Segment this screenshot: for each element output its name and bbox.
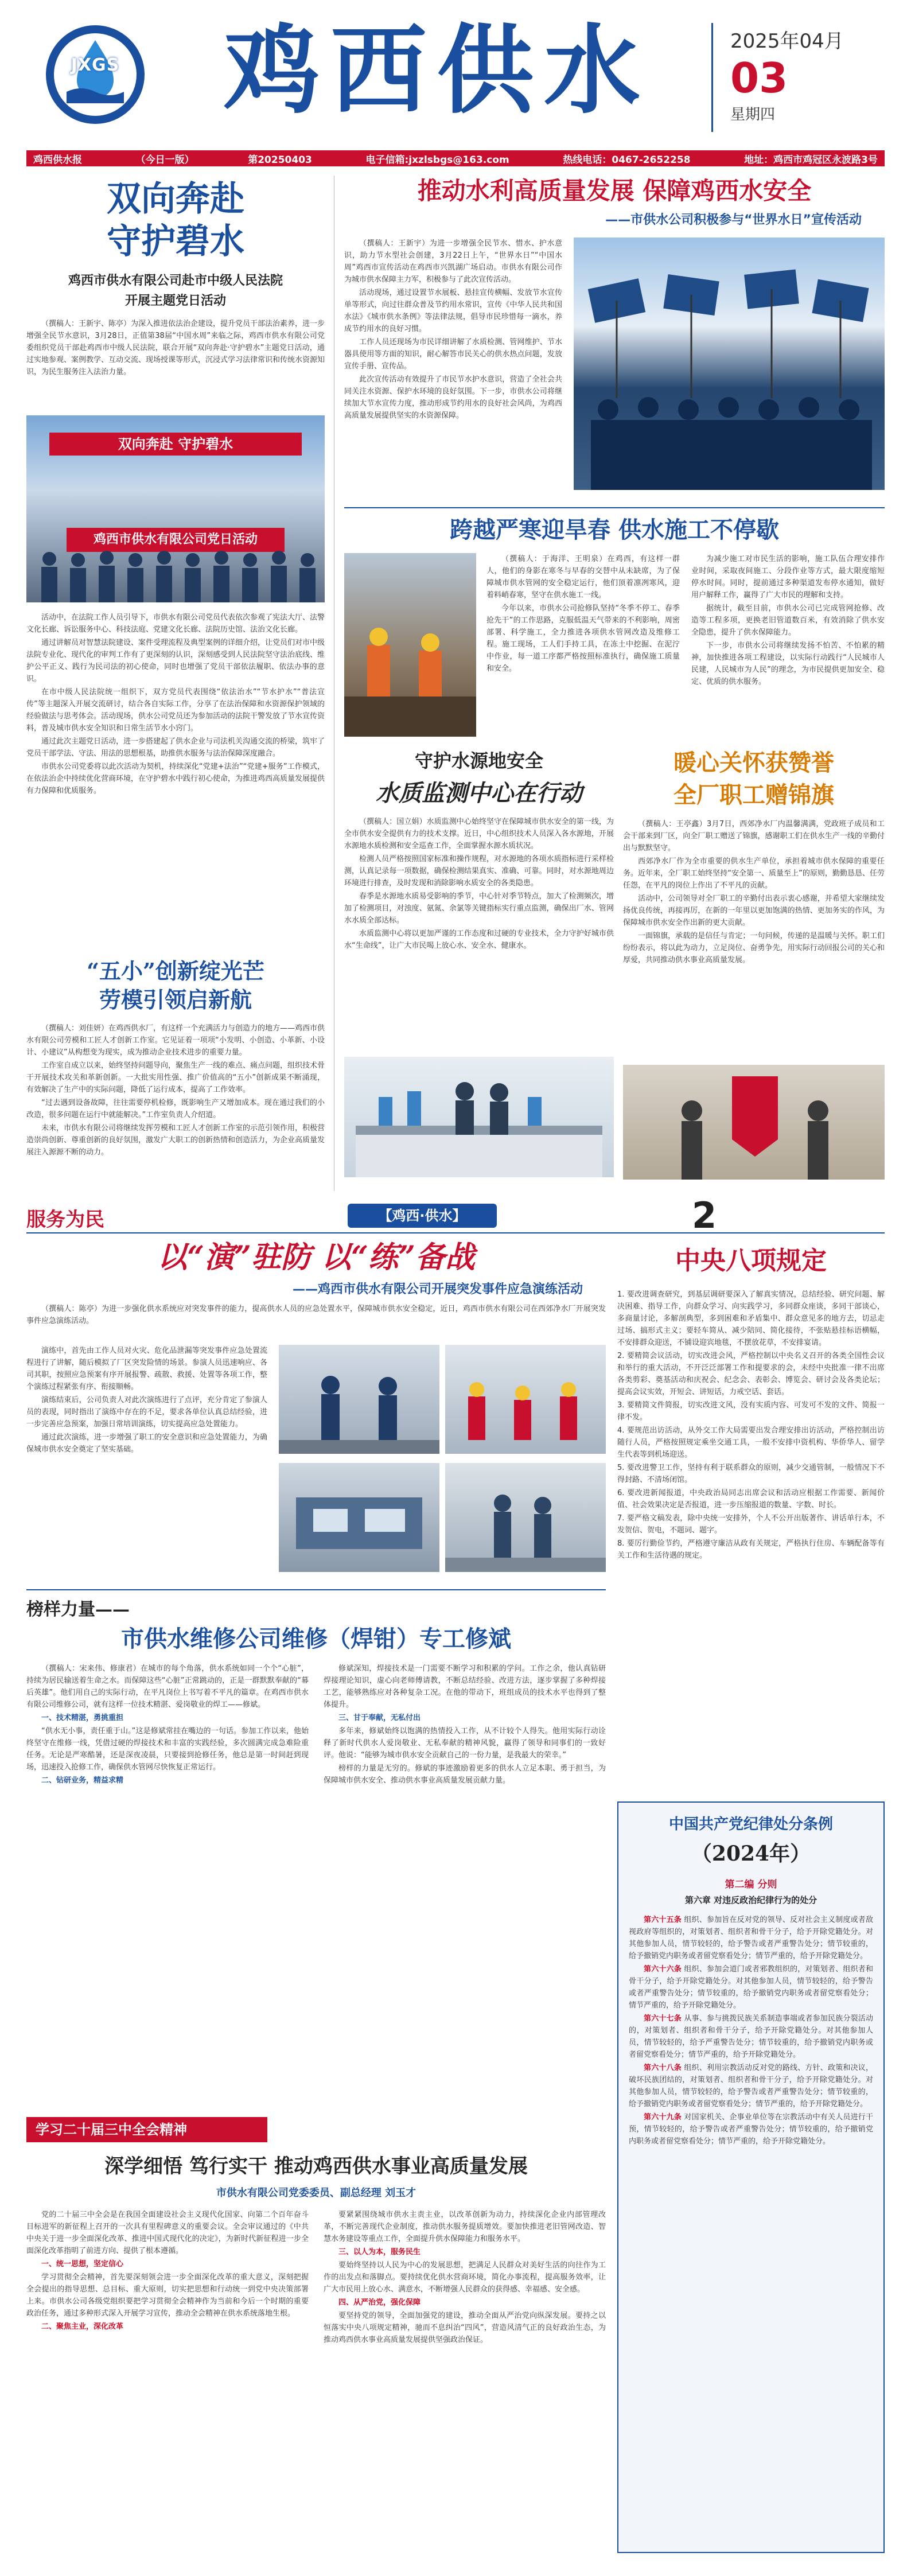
eight-rules-title: 中央八项规定 (675, 1246, 827, 1275)
paragraph: “供水无小事，责任重于山。”这是修斌常挂在嘴边的一句话。参加工作以来，他始终坚守在维修一线，凭借过硬的焊接技术和丰富的实践经验，多次圆满完成急难险重任务。无论是严寒酷暑，还是深夜凌晨，只要接到抢修任务，他总是第一时间赶到现场，迅速投入抢修工作，确保供水管网尽快恢复正常运行。 (26, 1727, 309, 1772)
paragraph: 要始终坚持以人民为中心的发展思想，把满足人民群众对美好生活的向往作为工作的出发点和落脚点。要持续优化供水营商环境，简化办事流程，提高服务效率，让广大市民用上放心水、满意水，不断增强人民群众的获得感、幸福感、安全感。 (324, 2261, 606, 2294)
section-heading: 一、技术精湛，勇挑重担 (41, 1714, 124, 1722)
article-water-safety (344, 176, 885, 503)
article-title: 深学细悟 笃行实干 推动鸡西供水事业高质量发展 (104, 2155, 528, 2178)
paragraph: 水质监测中心将以更加严谨的工作态度和过硬的专业技术，全力守护好城市供水“生命线”，让广大市民喝上放心水、安全水、健康水。 (344, 929, 614, 950)
article-title: 暖心关怀获赞誉 (673, 749, 834, 776)
logo (44, 23, 147, 126)
pennant-icon (623, 1065, 885, 1180)
service-bar (26, 1194, 885, 1236)
article-plenum (26, 2117, 606, 2553)
rule-item: 6. 要改进新闻报道，中央政治局同志出席会议和活动应根据工作需要、新闻价值、社会效果决定是否报道，进一步压缩报道的数量、字数、时长。 (617, 1489, 885, 1509)
paragraph: 修斌深知，焊接技术是一门需要不断学习和积累的学问。工作之余，他认真钻研焊接理论知识，虚心向老师傅请教，不断总结经验、改进方法，逐步掌握了多种焊接工艺，能够熟练应对各种复杂工况。在他的带动下，班组成员的技术水平也得到了整体提升。 (324, 1664, 606, 1709)
paragraph: 市供水公司党委将以此次活动为契机，持续深化“党建+法治”“党建+服务”工作模式，在依法治企中持续优化营商环境，在守护碧水中践行初心使命，为推进鸡西高质量发展提供有力保障和优质服务。 (26, 762, 325, 795)
paragraph: （撰稿人：陈亭）为进一步强化供水系统应对突发事件的能力，提高供水人员的应急处置水平，保障城市供水安全稳定，近日，鸡西市供水有限公司在西郊净水厂开展突发事件应急演练活动。 (26, 1305, 606, 1325)
eight-rules-list (617, 1289, 885, 1788)
article-body (26, 612, 325, 979)
article-body (623, 818, 885, 1059)
paragraph: 活动中，公司领导对全厂职工的辛勤付出表示衷心感谢，并希望大家继续发扬优良传统，再接再厉，在新的一年里以更加饱满的热情、更加务实的作风，为保障城市供水安全作出新的更大贡献。 (623, 894, 885, 927)
article-body (26, 1022, 325, 1189)
article-title: 市供水维修公司维修（焊钳）专工修斌 (121, 1625, 511, 1652)
article-title-2: 全厂职工赠锦旗 (673, 781, 834, 808)
rule-item: 8. 要厉行勤俭节约，严格遵守廉洁从政有关规定，严格执行住房、车辆配备等有关工作和生活待遇的规定。 (617, 1539, 885, 1560)
article-title-line1: 双向奔赴 (107, 179, 244, 219)
article-innovation (26, 957, 325, 1192)
strip-item: （今日一版） (135, 154, 194, 166)
day-number: 03 (730, 54, 788, 102)
paragraph: 西郊净水厂作为全市重要的供水生产单位，承担着城市供水保障的重要任务。近年来，全厂职工始终坚持“安全第一、质量至上”的原则，勤勤恳恳、任劳任怨，在平凡的岗位上作出了不平凡的贡献。 (623, 857, 885, 890)
photo-group (26, 415, 325, 602)
drill-photo-4 (445, 1463, 606, 1572)
paragraph: 一面锦旗，承载的是信任与肯定；一句问候，传递的是温暖与关怀。职工们纷纷表示，将以此为动力，立足岗位、奋勇争先，用实际行动回报公司的关心和厚爱，共同推动供水事业高质量发展。 (623, 932, 885, 964)
paragraph: 工作人员还现场为市民详细讲解了水质检测、管网维护、节水器具使用等方面的知识，耐心解答市民关心的供水热点问题，发放宣传手册、宣传品。 (344, 338, 562, 371)
section-label: 榜样力量—— (26, 1600, 130, 1620)
strip-item: 热线电话：0467-2652258 (563, 154, 691, 166)
article-title-2: 水质监测中心在行动 (376, 780, 582, 807)
photo-banner: 鸡西市供水有限公司党日活动 (67, 528, 285, 552)
article-title-line2: 劳模引领启新航 (99, 987, 252, 1013)
discipline-articles (629, 1914, 873, 2534)
article-subtitle: ——市供水公司积极参与“世界水日”宣传活动 (605, 213, 862, 227)
paragraph: （撰稿人：于海洋、王明泉）在鸡西，有这样一群人，他们的身影在寒冬与早春的交替中从未缺席，为了保障城市供水管网的安全稳定运行，他们顶着凛冽寒风，迎着料峭春寒，坚守在供水施工一线。 (486, 555, 680, 600)
paragraph: 此次宣传活动有效提升了市民节水护水意识，营造了全社会共同关注水资源、保护水环境的良好氛围。下一步，市供水公司将继续加大节水宣传力度，推动形成节约用水的良好社会风尚，为鸡西高质量发展提供坚实的水资源保障。 (344, 375, 562, 420)
paragraph: （撰稿人：刘佳妍）在鸡西供水厂，有这样一个充满活力与创造力的地方——鸡西市供水有限公司劳模和工匠人才创新工作室。它见证着一项项“小发明、小创造、小革新、小设计、小建议”从构想变为现实，成为推动企业技术进步的重要力量。 (26, 1024, 325, 1057)
paragraph: 今年以来，市供水公司抢修队坚持“冬季不停工、春季抢先干”的工作思路，克服低温天气带来的不利影响，周密部署、科学施工，全力推进各项供水管网改造及维修工程。施工现场，工人们手持工具，在冻土中挖掘、在泥泞中作业，每一道工序都严格按照标准执行，确保施工质量和安全。 (486, 604, 680, 673)
article-item (629, 2062, 873, 2110)
article-head: 第六十八条 (644, 2064, 682, 2072)
article-body (344, 238, 562, 501)
article-body (26, 1663, 606, 2099)
drill-photo-3 (279, 1463, 439, 1572)
article-text: 从事、参与挑拨民族关系制造事端或者参加民族分裂活动的，对策划者、组织者和骨干分子，给予开除党籍处分。对其他参加人员，情节较轻的，给予严重警告处分；情节较重的，给予撤销党内职务或者留党察看处分；情节严重的，给予开除党籍处分。 (629, 2014, 873, 2059)
section-heading: 一、统一思想，坚定信心 (41, 2260, 124, 2268)
drill-photo-1 (279, 1345, 439, 1454)
eight-rules (617, 1239, 885, 1790)
section-heading: 二、钻研业务，精益求精 (41, 1776, 124, 1785)
section-label-bar: 学习二十届三中全会精神 (26, 2117, 267, 2142)
article-head: 第六十九条 (644, 2113, 682, 2122)
paragraph: （撰稿人：王亭鑫）3月7日，西郊净水厂内温馨满满，党政班子成员和工会干部来到厂区，向全厂职工赠送了锦旗，感谢职工们在供水生产一线的辛勤付出与默默坚守。 (623, 820, 885, 853)
article-text: 对国家机关、企事业单位等在宗教活动中有关人员进行干预，情节较轻的，给予警告或者严重警告处分；情节较重的，给予撤销党内职务或者留党察看处分；情节严重的，给予开除党籍处分。 (629, 2113, 873, 2146)
paragraph: 要坚持党的领导，全面加强党的建设，推动全面从严治党向纵深发展。要持之以恒落实中央八项规定精神，驰而不息纠治“四风”，营造风清气正的良好政治生态，为推动鸡西供水事业高质量发展提供坚强政治保证。 (324, 2312, 606, 2344)
article-text: 组织、参加会道门或者邪教组织的，对策划者、组织者和骨干分子，给予开除党籍处分。对其他参加人员，情节较轻的，给予警告或者严重警告处分；情节较重的，给予撤销党内职务或者留党察看处分；情节严重的，给予开除党籍处分。 (629, 1965, 873, 2010)
article-item (629, 1914, 873, 1962)
equipment-icon (279, 1463, 439, 1572)
drill-team-icon (445, 1345, 606, 1454)
discipline-section: 第六章 对违反政治纪律行为的处分 (684, 1895, 817, 1905)
article-water-monitoring (344, 748, 614, 1184)
article-title: 守护水源地安全 (414, 750, 543, 772)
article-title: 以“演”驻防 以“练”备战 (157, 1240, 475, 1275)
article-body (344, 816, 614, 1051)
article-subtitle: ——鸡西市供水有限公司开展突发事件应急演练活动 (292, 1282, 583, 1297)
lab-equipment-icon (344, 1057, 614, 1177)
rule-item: 3. 要精简文件简报，切实改进文风，没有实质内容、可发可不发的文件、简报一律不发。 (617, 1401, 885, 1422)
paragraph: 多年来，修斌始终以饱满的热情投入工作，从不计较个人得失。他用实际行动诠释了新时代供水人爱岗敬业、无私奉献的精神风貌，赢得了领导和同事们的一致好评。他说：“能够为城市供水安全贡献自己的一份力量，是我最大的荣幸。” (324, 1727, 606, 1760)
article-body (26, 1345, 267, 1574)
paragraph: 榜样的力量是无穷的。修斌的事迹激励着更多的供水人立足本职、勇于担当，为保障城市供水安全、推动供水事业高质量发展贡献力量。 (324, 1764, 606, 1785)
article-model-worker (26, 1589, 606, 2106)
paragraph: 党的二十届三中全会是在我国全面建设社会主义现代化国家、向第二个百年奋斗目标进军的新征程上召开的一次具有里程碑意义的重要会议。全会审议通过的《中共中央关于进一步全面深化改革、推进中国式现代化的决定》，为新时代新征程进一步全面深化改革指明了前进方向、提供了根本遵循。 (26, 2211, 309, 2255)
strip-item: 第20250403 (248, 154, 312, 166)
rescue-icon (445, 1463, 606, 1572)
weekday: 星期四 (730, 106, 776, 123)
paragraph: 工作室自成立以来，始终坚持问题导向，聚焦生产一线的难点、痛点问题，组织技术骨干开展技术攻关和革新创新。一大批实用性强、推广价值高的“五小”创新成果不断涌现，有效解决了生产中的实际问题，降低了运行成本，提高了工作效率。 (26, 1061, 325, 1094)
photo-banner-top: 双向奔赴 守护碧水 (49, 433, 302, 456)
paragraph: 下一步，市供水公司将继续发扬不怕苦、不怕累的精神，加快推进各项工程建设，以实际行动践行“人民城市人民建，人民城市为人民”的理念，为市民提供更加安全、稳定、优质的供水服务。 (691, 641, 885, 686)
paragraph: 演练中，首先由工作人员对火灾、危化品泄漏等突发事件应急处置流程进行了讲解，随后模拟了厂区突发险情的场景。参演人员迅速响应、各司其职，按照应急预案有序开展报警、疏散、救援、处置等各项工作，整个演练过程紧张有序、衔接顺畅。 (26, 1347, 267, 1391)
discipline-title: 中国共产党纪律处分条例 (668, 1816, 833, 1833)
paragraph: 要紧紧围绕城市供水主责主业，以改革创新为动力，持续深化企业内部管理改革，不断完善现代企业制度，推动供水服务提质增效。要加快推进老旧管网改造、智慧水务建设等重点工作，全面提升供水保障能力和服务水平。 (324, 2211, 606, 2243)
article-head: 第六十七条 (644, 2014, 682, 2023)
banner-photo (623, 1065, 885, 1180)
paragraph: 春季是水源地水质易受影响的季节，中心针对季节特点，加大了检测频次，增加了检测项目，对浊度、氨氮、余氯等关键指标实行重点监测，确保出厂水、管网水水质全部达标。 (344, 892, 614, 925)
article-title: 跨越严寒迎旱春 供水施工不停歇 (450, 516, 779, 543)
masthead (0, 0, 911, 166)
article-subtitle-line1: 鸡西市供水有限公司赴市中级人民法院 (68, 274, 283, 288)
crowd-flags-icon (574, 238, 885, 490)
section-heading: 二、聚焦主业，深化改革 (41, 2322, 124, 2331)
article-text: 组织、利用宗教活动反对党的路线、方针、政策和决议，破坏民族团结的，对策划者、组织者和骨干分子，给予开除党籍处分。对其他参加人员，情节较轻的，给予警告或者严重警告处分；情节较重的，给予撤销党内职务或者留党察看处分；情节严重的，给予开除党籍处分。 (629, 2064, 873, 2108)
paragraph: 通过此次演练，进一步增强了职工的安全意识和应急处置能力，为确保城市供水安全奠定了坚实基础。 (26, 1433, 267, 1454)
article-item (629, 2013, 873, 2061)
article-title: 推动水利高质量发展 保障鸡西水安全 (417, 177, 812, 205)
people-group-icon (26, 547, 325, 602)
date-line: 2025年04月 (730, 30, 844, 53)
paragraph: 未来，市供水有限公司将继续发挥劳模和工匠人才创新工作室的示范引领作用，积极营造崇尚创新、尊重创新的良好氛围，激发广大职工的创新热情和创造活力，为企业高质量发展注入源源不断的动力。 (26, 1124, 325, 1157)
paragraph: 检测人员严格按照国家标准和操作规程，对水源地的各项水质指标进行采样检测，认真记录每一项数据，确保检测结果真实、准确、可靠。同时，对水源地周边环境进行排查，及时发现和消除影响水质安全的各类隐患。 (344, 855, 614, 888)
drill-photo-2 (445, 1345, 606, 1454)
service-pill: 【鸡西·供水】 (348, 1204, 497, 1228)
page-number: 2 (692, 1194, 717, 1236)
paragraph: 活动中，在法院工作人员引导下，市供水有限公司党员代表依次参观了宪法大厅、法警文化长廊、诉讼服务中心、科技法庭、党建文化长廊、法院历史馆、法治文化长廊。 (26, 613, 325, 634)
paragraph: 活动现场，通过设置节水展板、悬挂宣传横幅、发放节水宣传单等形式，向过往群众普及节约用水常识，宣传《中华人民共和国水法》《城市供水条例》等法律法规，倡导市民珍惜每一滴水，养成节约用水的良好习惯。 (344, 289, 562, 333)
rule-item: 1. 要改进调查研究，到基层调研要深入了解真实情况，总结经验、研究问题、解决困难、指导工作，向群众学习、向实践学习，多同群众座谈，多同干部谈心，多商量讨论，多解剖典型，多到困难和矛盾集中、群众意见多的地方去，切忌走过场、搞形式主义；要轻车简从、减少陪同、简化接待，不张贴悬挂标语横幅，不安排群众迎送，不铺设迎宾地毯，不摆放花草，不安排宴请。 (617, 1290, 885, 1347)
article-warm-care (623, 748, 885, 1184)
discipline-box (617, 1801, 885, 2553)
paragraph: 演练结束后，公司负责人对此次演练进行了点评，充分肯定了参演人员的表现，同时指出了演练中存在的不足，要求各单位认真总结经验，进一步完善应急预案，加强日常培训演练，切实提高应急处置能力。 (26, 1396, 267, 1429)
masthead-strip (26, 150, 885, 166)
paragraph: 据统计，截至目前，市供水公司已完成管网抢修、改造等工程多项，更换老旧管道数百米，有效消除了供水安全隐患，提升了供水保障能力。 (691, 604, 885, 637)
event-photo (574, 238, 885, 490)
article-subtitle-line2: 开展主题党日活动 (124, 294, 226, 308)
rule-item: 2. 要精简会议活动，切实改进会风，严格控制以中央名义召开的各类全国性会议和举行的重大活动，不开泛泛部署工作和提要求的会，未经中央批准一律不出席各类剪彩、奠基活动和庆祝会、纪念会、表彰会、博览会、研讨会及各类论坛；提高会议实效，开短会、讲短话，力戒空话、套话。 (617, 1352, 885, 1396)
date-box (711, 23, 883, 132)
article-text: 组织、参加旨在反对党的领导、反对社会主义制度或者敌视政府等组织的，对策划者、组织者和骨干分子，给予开除党籍处分。对其他参加人员，情节较轻的，给予警告或者严重警告处分；情节较重的，给予撤销党内职务或者留党察看处分；情节严重的，给予开除党籍处分。 (629, 1916, 873, 1960)
paragraph: 通过讲解员对智慧法院建设、案件受理流程及典型案例的详细介绍，让党员们对市中级法院专业化、现代化的审判工作有了更深刻的认识，深刻感受到人民法院坚守法治底线、维护公平正义、践行为民司法的初心使命，同时也增强了党员干部依法履职、依法办事的意识。 (26, 639, 325, 683)
paragraph: 为减少施工对市民生活的影响，施工队伍合理安排作业时间，采取夜间施工、分段作业等方式，最大限度缩短停水时间。同时，提前通过多种渠道发布停水通知，做好用户解释工作，赢得了广大市民的理解和支持。 (691, 555, 885, 600)
strip-item: 地址：鸡西市鸡冠区永波路3号 (744, 154, 878, 166)
paragraph: 在市中级人民法院统一组织下，双方党员代表围绕“依法治水”“节水护水”“普法宣传”等主题深入开展交流研讨，结合各自实际工作，分享了在法治保障和水资源保护领域的经验做法与思考体会。活动现场，供水公司党员还为参加活动的法院干警发放了节水宣传资料，普及城市供水安全知识和日常生活节水小窍门。 (26, 688, 325, 733)
article-title-line1: “五小”创新绽光芒 (87, 958, 264, 984)
section-rule (26, 1589, 606, 1590)
strip-item: 电子信箱:jxzlsbgs@163.com (365, 154, 509, 166)
article-drill (26, 1239, 606, 1578)
article-construction (344, 515, 885, 739)
article-item (629, 2111, 873, 2147)
discipline-chapter: 第二编 分则 (725, 1879, 777, 1890)
rule-item: 5. 要改进警卫工作，坚持有利于联系群众的原则，减少交通管制，一般情况下不得封路、不清场闭馆。 (617, 1464, 885, 1484)
article-lead (26, 1303, 606, 1341)
service-label: 服务为民 (26, 1208, 104, 1231)
section-heading: 三、以人为本，服务民生 (338, 2248, 421, 2256)
paragraph: 通过此次主题党日活动，进一步搭建起了供水企业与司法机关沟通交流的桥梁，筑牢了党员干部学法、守法、用法的思想根基，助推供水服务与法治保障深度融合。 (26, 737, 325, 758)
article-lead (26, 318, 325, 415)
lead-paragraph: （撰稿人：王新宇、陈亭）为深入推进依法治企建设，提升党员干部法治素养，进一步增强全民节水意识，3月28日，正值第38届“中国水周”来临之际，鸡西市供水有限公司党委组织党员干部赴鸡西市中级人民法院，联合开展“双向奔赴·守护碧水”主题党日活动，通过实地参观、案例教学、互动交流、现场授课等形式，沉浸式学习法律常识和传统水资源知识，为民生服务注入法治力量。 (26, 320, 325, 376)
strip-item: 鸡西供水报 (33, 154, 82, 166)
paragraph: （撰稿人：国立娟）水质监测中心始终坚守在保障城市供水安全的第一线，为全市供水安全提供有力的技术支撑。近日，中心组织技术人员深入各水源地，开展水源地水质检测和安全巡查工作，全面掌握水源水质状况。 (344, 818, 614, 850)
article-body (26, 2209, 606, 2553)
firefighter-icon (279, 1345, 439, 1454)
construction-photo (344, 553, 476, 737)
section-heading: 四、从严治党，强化保障 (338, 2298, 421, 2307)
paragraph: “过去遇到设备故障，往往需要停机检修，既影响生产又增加成本。现在通过我们的小改造，很多问题在运行中就能解决。”工作室负责人介绍道。 (26, 1099, 325, 1119)
paragraph: 学习贯彻全会精神，首先要深刻领会进一步全面深化改革的重大意义，深刻把握全会提出的指导思想、总目标、重大原则，切实把思想和行动统一到党中央决策部署上来。市供水公司各级党组织要把学习贯彻全会精神作为当前和今后一个时期的重要政治任务，通过多种形式深入开展学习宣传，推动全会精神在供水系统落地生根。 (26, 2273, 309, 2318)
article-head: 第六十五条 (644, 1916, 682, 1924)
masthead-title: 鸡西供水 (224, 13, 651, 127)
rule-item: 7. 要严格文稿发表，除中央统一安排外，个人不公开出版著作、讲话单行本，不发贺信、贺电，不题词、题字。 (617, 1514, 885, 1535)
article-item (629, 1963, 873, 2011)
section-heading: 三、甘于奉献，无私付出 (338, 1714, 421, 1722)
logo-text: JXGS (71, 55, 120, 75)
workers-icon (344, 553, 476, 737)
paragraph: （撰稿人：宋来伟、修康君）在城市的每个角落，供水系统如同一个个“心脏”，持续为居民输送着生命之水。而保障这些“心脏”正常跳动的，正是一群默默奉献的“幕后英雄”。他们用自己的实际行动，在平凡岗位上书写着不平凡的篇章。在鸡西市供水有限公司维修公司，就有这样一位技术精湛、爱岗敬业的焊工——修斌。 (26, 1664, 309, 1709)
article-title-line2: 守护碧水 (107, 221, 244, 262)
article-head: 第六十六条 (644, 1965, 682, 1974)
article-byline: 市供水有限公司党委委员、副总经理 刘玉才 (216, 2187, 416, 2199)
discipline-year: （2024年） (691, 1842, 811, 1866)
article-body (486, 553, 885, 737)
rule-item: 4. 要规范出访活动，从外交工作大局需要出发合理安排出访活动，严格控制出访随行人员，严格按照规定乘坐交通工具，一般不安排中资机构、华侨华人、留学生代表等到机场迎送。 (617, 1426, 885, 1459)
paragraph: （撰稿人：王新宇）为进一步增强全民节水、惜水、护水意识，助力节水型社会创建，3月22日上午，“世界水日”“中国水周”鸡西市宣传活动在鸡西市兴凯湖广场启动。市供水有限公司作为城市供水保障主力军，积极参与了此次宣传活动。 (344, 239, 562, 284)
lab-photo (344, 1057, 614, 1177)
article-double-run (26, 176, 325, 950)
section-rule (344, 507, 885, 508)
